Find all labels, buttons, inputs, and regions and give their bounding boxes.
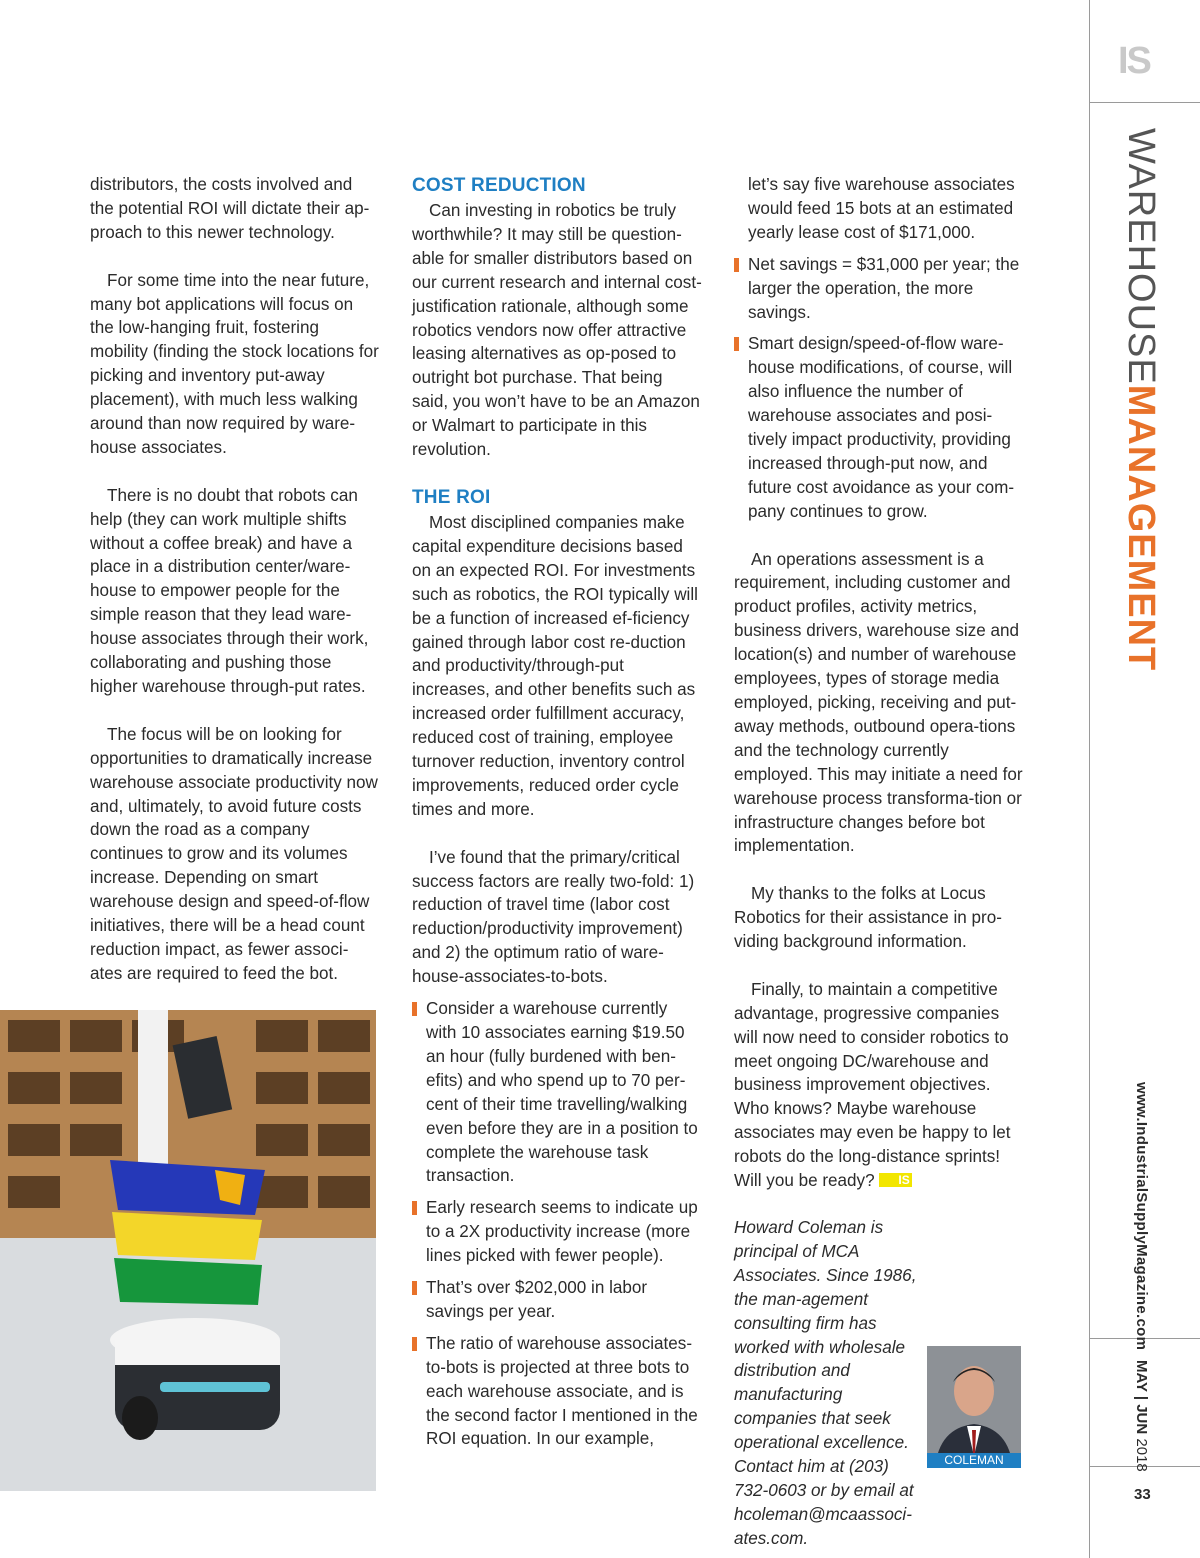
bullet-item (734, 253, 1024, 325)
paragraph: Most disciplined companies make capital expenditure decisions based on an expected ROI. For investments such as robotics, the ROI typically will be a function of increased ef-ficiency gained through labor cost re-duction and productivity/through-put increases, and other benefits such as increased order fulfillment accuracy, reduced cost of training, employee turnover reduction, inventory control improvements, reduced order cycle times and more. (412, 512, 698, 819)
divider (1089, 102, 1200, 103)
bullet-marker (412, 1337, 417, 1351)
bullet-text: Early research seems to indicate up to a 2X productivity increase (more lines picked with fewer people). (426, 1198, 698, 1266)
end-mark-icon: IS (879, 1173, 911, 1187)
issue-year: 2018 (1133, 1438, 1150, 1472)
column-3 (734, 173, 1024, 1551)
bullet-marker (412, 1002, 417, 1016)
paragraph: I’ve found that the primary/critical success factors are really two-fold: 1) reduction of travel time (labor cost reduction/productivity improvement) and 2) the optimum ratio of ware-house-associates-to-bots. (412, 847, 695, 987)
paragraph: distributors, the costs involved and the potential ROI will dictate their ap-proach to this newer technology. (90, 175, 370, 242)
column-1 (90, 173, 380, 986)
section-title-bold: MANAGEMENT (1120, 384, 1162, 672)
section-heading-cost-reduction: COST REDUCTION (412, 175, 586, 196)
bullet-marker (412, 1201, 417, 1215)
paragraph: There is no doubt that robots can help (they can work multiple shifts without a coffee break) and have a place in a distribution center/ware-house to empower people for the simple reason that they lead ware-house associates through their work, collaborating and pushing those higher warehouse through-put rates. (90, 485, 369, 696)
portrait-caption: COLEMAN (927, 1453, 1021, 1468)
sidebar-rule (1089, 0, 1090, 1558)
robot-photo (0, 1010, 376, 1491)
bullet-text: Net savings = $31,000 per year; the larger the operation, the more savings. (748, 254, 1020, 322)
bullet-item (412, 1332, 702, 1452)
paragraph: let’s say five warehouse associates would feed 15 bots at an estimated yearly lease cost of $171,000. (748, 175, 1015, 242)
paragraph: For some time into the near future, many bot applications will focus on the low-hanging fruit, fostering mobility (finding the stock locations for picking and inventory put-away placement), with much less walking around than now required by ware-house associates. (90, 270, 379, 457)
warehouse-robot-image (0, 1010, 376, 1491)
bullet-text: Consider a warehouse currently with 10 associates earning $19.50 an hour (fully burdened with ben-efits) and who spend up to 70 per-cent of their time travelling/walking even before they are in a position to complete the warehouse task transaction. (426, 999, 698, 1186)
author-portrait (927, 1346, 1021, 1468)
author-bio: Howard Coleman is principal of MCA Associates. Since 1986, the man-agement consulting firm has worked with wholesale distribution and manufacturing companies that seek operational excellence. Contact him at (203) 732-0603 or by email at hcoleman@mcaassoci-ates.com. (734, 1218, 917, 1548)
magazine-logo: IS (1118, 40, 1150, 82)
bullet-marker (734, 337, 739, 351)
paragraph-text: Finally, to maintain a competitive advantage, progressive companies will now need to consider robotics to meet ongoing DC/warehouse and business improvement objectives. Who knows? Maybe warehouse associates may even be happy to let robots do the long-distance sprints! Will you be ready? (734, 979, 1011, 1191)
section-heading-roi: THE ROI (412, 486, 491, 508)
section-title-light: WAREHOUSE (1120, 128, 1162, 385)
bullet-item (412, 1276, 702, 1324)
issue-date (1133, 1360, 1150, 1472)
bullet-item (412, 997, 702, 1188)
paragraph: Can investing in robotics be truly worthwhile? It may still be question-able for smaller distributors based on our current research and internal cost-justification rationale, although some robotics vendors now offer attractive leasing alternatives as op-posed to outright bot purchase. That being said, you won’t have to be an Amazon or Walmart to participate in this revolution. (412, 201, 702, 460)
bullet-text: That’s over $202,000 in labor savings per year. (426, 1278, 648, 1321)
bullet-text: The ratio of warehouse associates-to-bots is projected at three bots to each warehouse associate, and is the second factor I mentioned in the ROI equation. In our example, (426, 1333, 698, 1449)
bullet-text: Smart design/speed-of-flow ware-house modifications, of course, will also influence the number of warehouse associates and posi-tively impact productivity, providing increased through-put now, and future cost avoidance as your com-pany continues to grow. (748, 334, 1015, 521)
bullet-marker (734, 258, 739, 272)
column-2 (412, 173, 702, 1451)
paragraph (734, 978, 1024, 1193)
paragraph: An operations assessment is a requirement, including customer and product profiles, activity metrics, business drivers, warehouse size and location(s) and number of warehouse employees, types of storage media employed, picking, receiving and put-away methods, outbound opera-tions and the technology currently employed. This may initiate a need for warehouse process transforma-tion or infrastructure changes before bot implementation. (734, 549, 1023, 856)
page-number: 33 (1134, 1486, 1151, 1503)
paragraph: My thanks to the folks at Locus Robotics for their assistance in pro-viding background information. (734, 884, 1002, 952)
magazine-url: www.IndustrialSupplyMagazine.com (1133, 1082, 1150, 1351)
issue-month: MAY | JUN (1133, 1360, 1150, 1435)
bullet-marker (412, 1281, 417, 1295)
author-photo (927, 1346, 1021, 1468)
paragraph: The focus will be on looking for opportunities to dramatically increase warehouse associate productivity now and, ultimately, to avoid future costs down the road as a company continues to grow and its volumes increase. Depending on smart warehouse design and speed-of-flow initiatives, there will be a head count reduction impact, as fewer associ-ates are required to feed the bot. (90, 724, 378, 983)
bullet-item (412, 1196, 702, 1268)
bullet-item (734, 332, 1024, 523)
section-title (1121, 128, 1161, 671)
